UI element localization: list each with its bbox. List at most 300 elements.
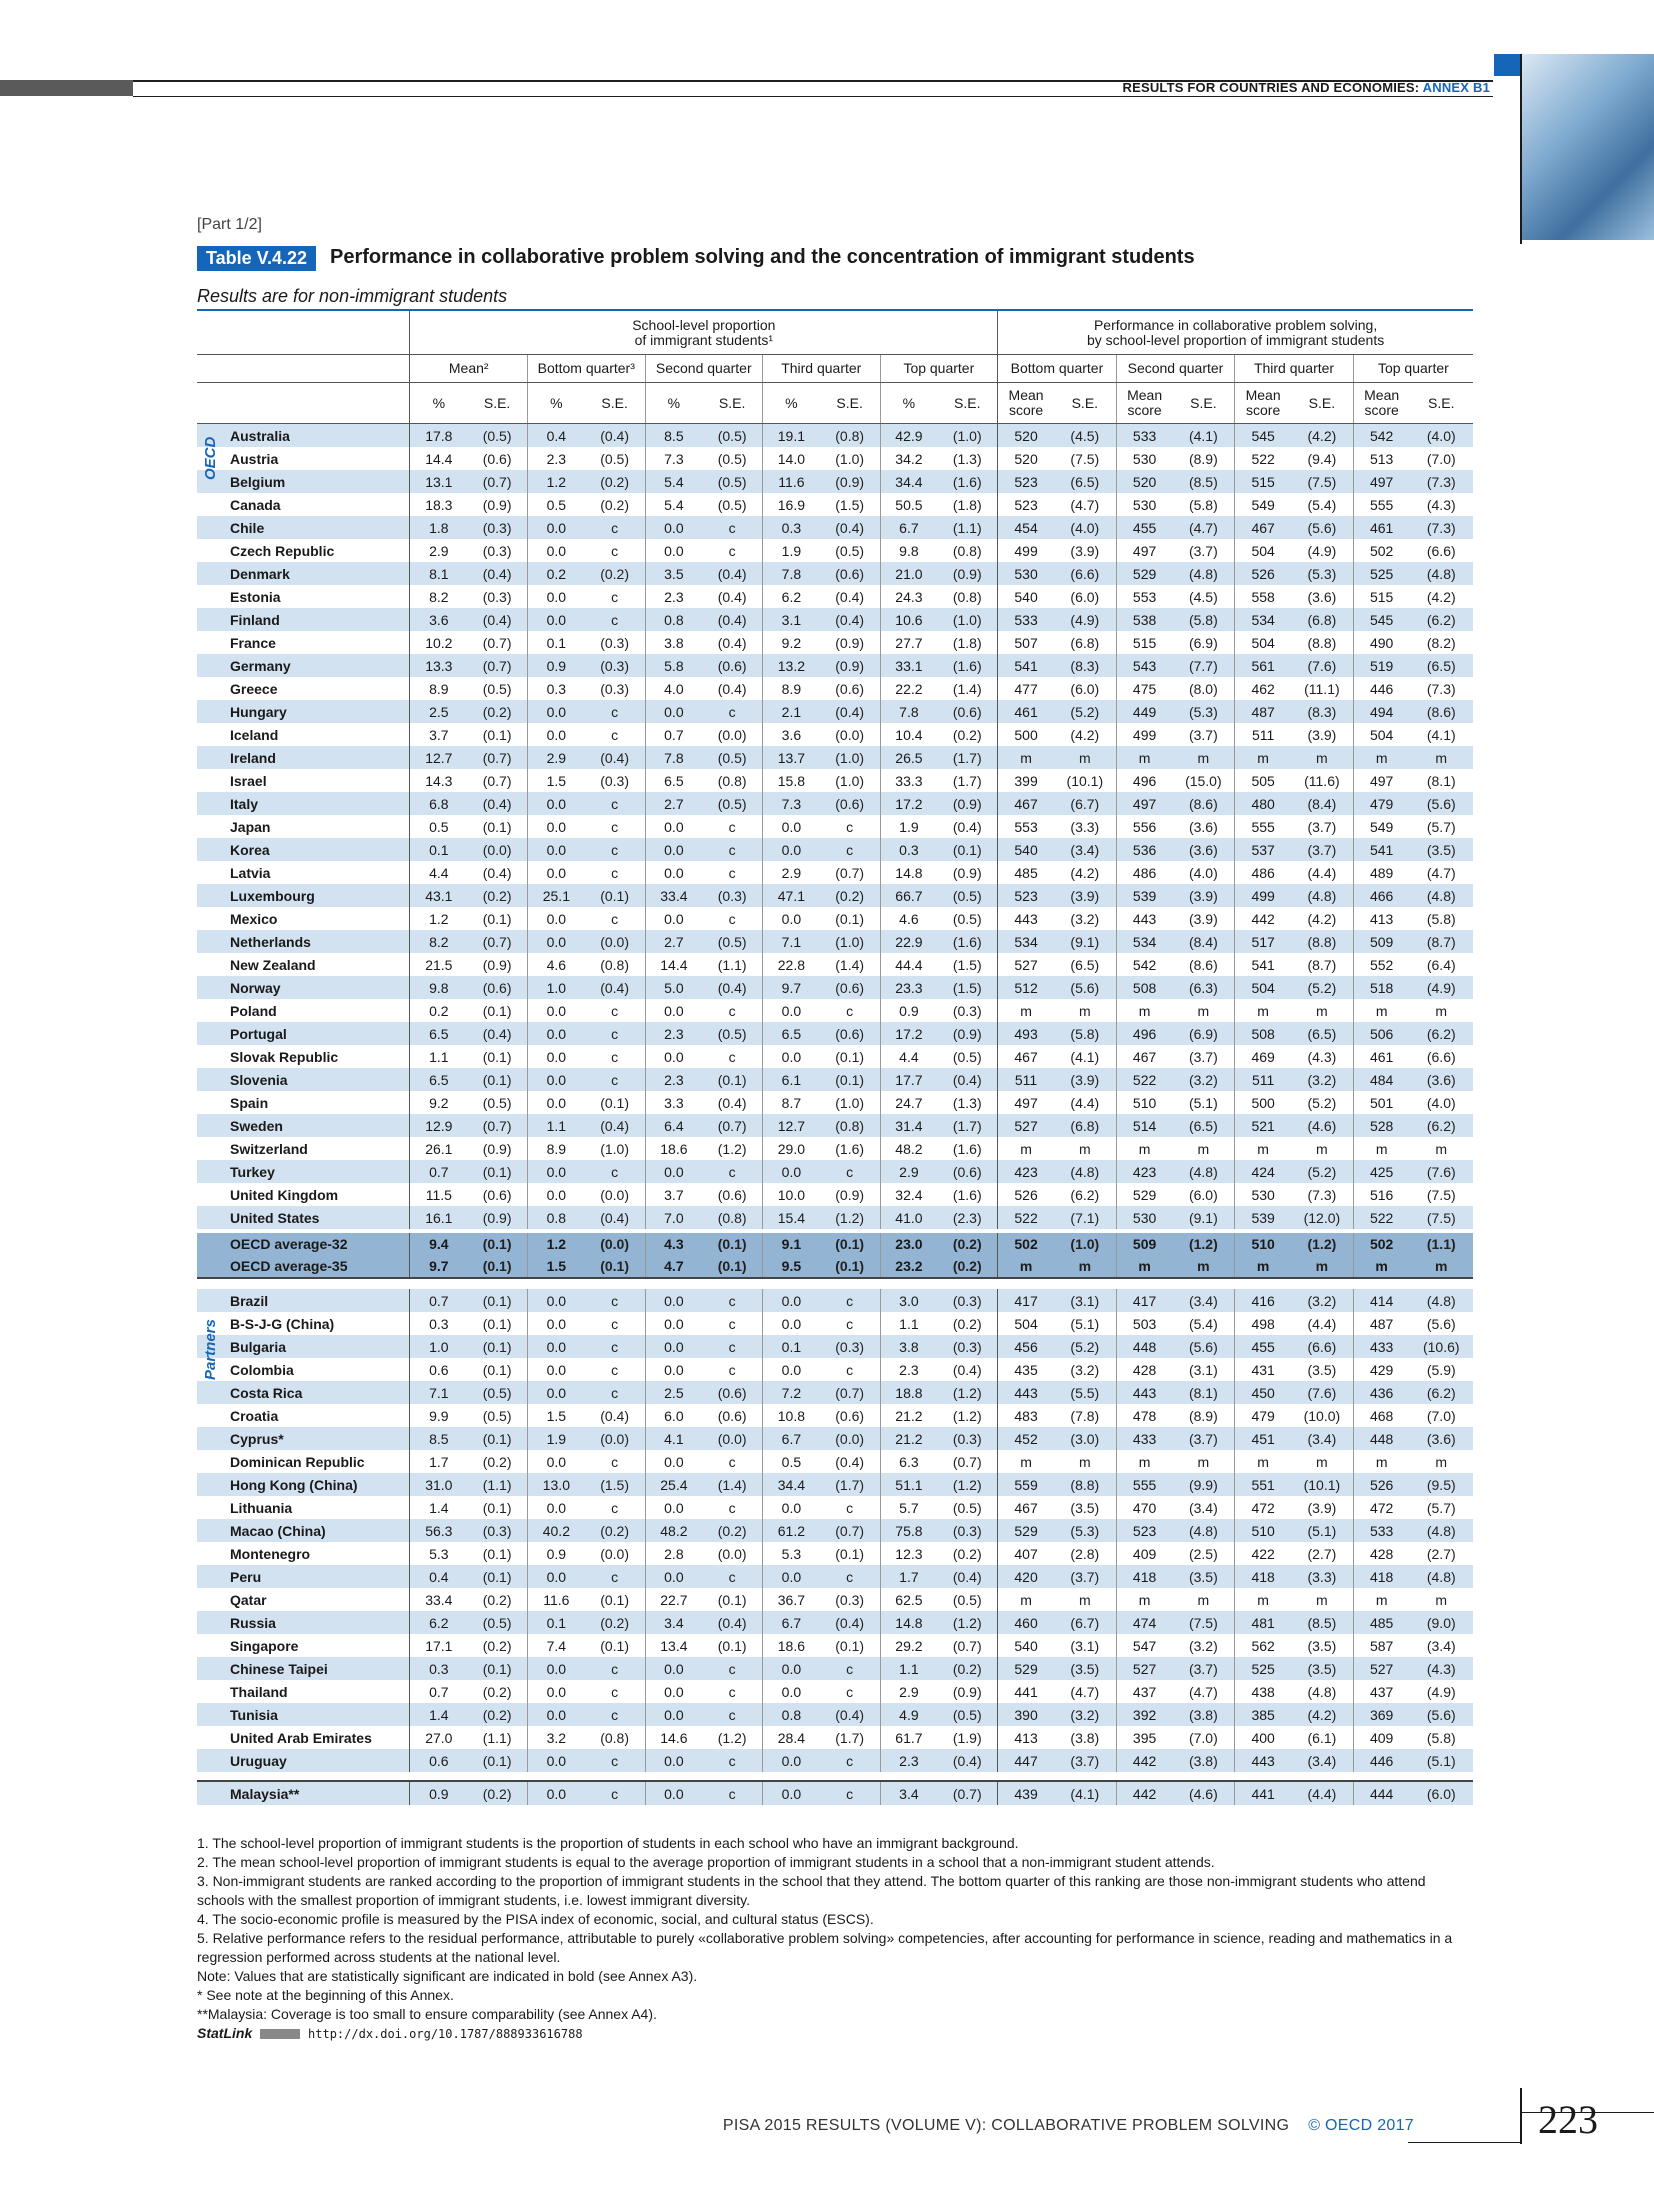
cell-value: 486 xyxy=(1116,861,1172,884)
cell-value: 0.3 xyxy=(410,1657,467,1680)
cell-se: (0.6) xyxy=(820,976,880,999)
cell-se: (9.1) xyxy=(1172,1206,1234,1229)
cell-value: 0.0 xyxy=(763,1160,820,1183)
cell-se: (0.9) xyxy=(937,792,997,815)
cell-se: (4.2) xyxy=(1291,1703,1353,1726)
cell-value: 542 xyxy=(1353,424,1409,448)
cell-value: 461 xyxy=(998,700,1054,723)
col-header-mean-score: Mean score xyxy=(1235,383,1291,424)
cell-value: 0.0 xyxy=(645,1703,702,1726)
cell-se: c xyxy=(702,1565,762,1588)
cell-se: (8.1) xyxy=(1426,772,1456,789)
cell-se: c xyxy=(585,1289,645,1312)
statlink-icon xyxy=(260,2029,300,2039)
cell-se: (7.3) xyxy=(1410,516,1473,539)
cell-se: (8.4) xyxy=(1172,930,1234,953)
cell-se: (0.6) xyxy=(820,792,880,815)
cell-value: 6.7 xyxy=(763,1611,820,1634)
cell-value: 8.1 xyxy=(410,562,467,585)
cell-se: (5.5) xyxy=(1054,1381,1116,1404)
cell-se: (1.1) xyxy=(467,1473,527,1496)
footer-title: PISA 2015 RESULTS (VOLUME V): COLLABORATIVE PROBLEM SOLVING xyxy=(722,2117,1290,2134)
table-row xyxy=(197,1703,1473,1726)
country-name: Thailand xyxy=(230,1683,288,1700)
cell-se: (4.4) xyxy=(1307,864,1337,881)
country-name: Mexico xyxy=(230,910,278,927)
cell-value: 541 xyxy=(1235,953,1291,976)
col-header-mean-score: Mean score xyxy=(1116,383,1172,424)
cell-se: (1.5) xyxy=(585,1473,645,1496)
cell-value: 13.3 xyxy=(410,654,467,677)
group-header-performance xyxy=(998,310,1473,355)
cell-value: 539 xyxy=(1116,884,1172,907)
country-name: Denmark xyxy=(197,562,410,585)
footnote: 2. The mean school-level proportion of immigrant students is equal to the average proportion of immigrant students in a school that a non-immigrant student attends. xyxy=(197,1854,1215,1870)
cell-value: 7.3 xyxy=(763,792,820,815)
cell-value: 0.0 xyxy=(527,1703,584,1726)
cell-value: 443 xyxy=(1116,1381,1172,1404)
cell-value: 27.7 xyxy=(880,631,937,654)
cell-value: 6.5 xyxy=(763,1022,820,1045)
cell-value: 4.0 xyxy=(645,677,702,700)
country-name: Russia xyxy=(197,1611,410,1634)
cell-value: 523 xyxy=(998,470,1054,493)
table-row xyxy=(197,631,1473,654)
cell-value: 433 xyxy=(1116,1427,1172,1450)
country-name: Belgium xyxy=(197,470,410,493)
cell-value: 66.7 xyxy=(880,884,937,907)
cell-value: 0.0 xyxy=(527,700,584,723)
cell-se: c xyxy=(611,1683,619,1700)
cell-se: (8.0) xyxy=(1188,680,1218,697)
cell-se: c xyxy=(585,1381,645,1404)
cell-se: (1.5) xyxy=(835,496,865,513)
cell-value: 3.7 xyxy=(645,1183,702,1206)
cell-se: (1.1) xyxy=(1410,1233,1473,1255)
cell-se: (9.4) xyxy=(1307,450,1337,467)
cell-value: m xyxy=(1116,1450,1172,1473)
cell-value: 400 xyxy=(1235,1726,1291,1749)
cell-value: 25.4 xyxy=(645,1473,702,1496)
cell-se: (3.2) xyxy=(1054,1703,1116,1726)
cell-value: 436 xyxy=(1353,1381,1409,1404)
cell-se: (0.9) xyxy=(820,654,880,677)
cell-se: (0.4) xyxy=(717,680,747,697)
cell-se: (4.2) xyxy=(1307,910,1337,927)
cell-value: 494 xyxy=(1353,700,1409,723)
cell-value: 534 xyxy=(1235,608,1291,631)
average-row xyxy=(197,1255,1473,1278)
cell-value: 6.7 xyxy=(880,516,937,539)
cell-se: (5.2) xyxy=(1291,976,1353,999)
cell-value: 496 xyxy=(1116,769,1172,792)
cell-value: 9.7 xyxy=(410,1255,467,1278)
country-name: Qatar xyxy=(230,1591,267,1608)
cell-se: (5.9) xyxy=(1426,1361,1456,1378)
cell-value: 0.0 xyxy=(763,1358,820,1381)
cell-value: 0.8 xyxy=(645,608,702,631)
cell-value: 5.3 xyxy=(410,1542,467,1565)
cell-se: (1.2) xyxy=(1172,1233,1234,1255)
cell-value: 0.0 xyxy=(645,516,702,539)
table-subtitle: Results are for non-immigrant students xyxy=(197,286,508,306)
cell-se: (1.0) xyxy=(1054,1233,1116,1255)
subheader-perf-second-quarter: Second quarter xyxy=(1116,355,1235,383)
cell-se: (6.2) xyxy=(1410,608,1473,631)
cell-value: 22.2 xyxy=(880,677,937,700)
cell-se: (10.1) xyxy=(1291,1473,1353,1496)
cell-se: (5.1) xyxy=(1070,1315,1100,1332)
cell-se: (0.7) xyxy=(482,634,512,651)
cell-value: 515 xyxy=(1235,470,1291,493)
cell-value: 527 xyxy=(998,1114,1054,1137)
country-name: New Zealand xyxy=(230,956,316,973)
cell-value: 428 xyxy=(1353,1542,1409,1565)
cell-se: (1.0) xyxy=(937,424,997,448)
cell-se: (3.5) xyxy=(1410,838,1473,861)
country-name: United Kingdom xyxy=(230,1186,339,1203)
cell-value: 0.2 xyxy=(410,999,467,1022)
cell-se: (0.4) xyxy=(820,516,880,539)
cell-se: (6.7) xyxy=(1054,792,1116,815)
col-header-se: S.E. xyxy=(820,383,880,424)
cell-value: 3.4 xyxy=(880,1781,937,1805)
table-row xyxy=(197,1726,1473,1749)
page-footer xyxy=(723,2117,1414,2135)
cell-se: c xyxy=(585,700,645,723)
cell-se: (0.5) xyxy=(482,680,512,697)
cell-se: (1.2) xyxy=(937,1473,997,1496)
cell-se: (8.9) xyxy=(1188,1407,1218,1424)
cell-value: 9.2 xyxy=(410,1091,467,1114)
cell-se: c xyxy=(728,1002,736,1019)
cell-value: 409 xyxy=(1116,1542,1172,1565)
table-row xyxy=(197,539,1473,562)
cell-se: (0.7) xyxy=(467,1114,527,1137)
cell-se: (5.6) xyxy=(1054,976,1116,999)
cell-value: 4.4 xyxy=(410,861,467,884)
cell-se: c xyxy=(611,818,619,835)
cell-se: (4.9) xyxy=(1307,542,1337,559)
col-header-se: S.E. xyxy=(1172,383,1234,424)
cell-se: (7.3) xyxy=(1307,1186,1337,1203)
cell-se: (1.8) xyxy=(952,634,982,651)
table-body xyxy=(197,424,1473,1806)
cell-value: m xyxy=(1353,746,1409,769)
cell-value: 529 xyxy=(998,1657,1054,1680)
cell-value: 489 xyxy=(1353,861,1409,884)
cell-value: 0.0 xyxy=(527,907,584,930)
cell-value: 1.9 xyxy=(763,539,820,562)
cell-se: c xyxy=(702,838,762,861)
cell-se: (11.1) xyxy=(1304,680,1340,697)
cell-se: (4.5) xyxy=(1188,588,1218,605)
cell-value: 424 xyxy=(1235,1160,1291,1183)
cell-se: (3.7) xyxy=(1188,726,1218,743)
cell-value: 0.0 xyxy=(763,1496,820,1519)
country-name: Tunisia xyxy=(197,1703,410,1726)
cell-se: (9.9) xyxy=(1172,1473,1234,1496)
cell-value: 447 xyxy=(998,1749,1054,1772)
cell-value: 443 xyxy=(1235,1749,1291,1772)
cell-value: 385 xyxy=(1235,1703,1291,1726)
footer-rule xyxy=(1408,2142,1522,2143)
col-header-se: S.E. xyxy=(467,383,527,424)
cell-se: (1.7) xyxy=(952,772,982,789)
cell-se: (6.0) xyxy=(1410,1781,1473,1805)
cell-value: 0.0 xyxy=(527,1381,584,1404)
cell-se: (3.6) xyxy=(1172,838,1234,861)
cell-value: 0.7 xyxy=(410,1289,467,1312)
cell-value: 14.4 xyxy=(410,447,467,470)
cell-se: (0.0) xyxy=(600,1186,630,1203)
cell-se: (0.4) xyxy=(702,562,762,585)
cell-se: (0.0) xyxy=(585,930,645,953)
cell-value: 17.2 xyxy=(880,792,937,815)
cell-value: 0.2 xyxy=(527,562,584,585)
cell-se: (6.7) xyxy=(1054,1611,1116,1634)
country-name: Japan xyxy=(230,818,271,835)
cell-value: 24.3 xyxy=(880,585,937,608)
cell-se: (4.3) xyxy=(1426,496,1456,513)
cell-se: (3.7) xyxy=(1054,1565,1116,1588)
cell-se: (0.8) xyxy=(702,1206,762,1229)
cell-value: m xyxy=(1116,746,1172,769)
data-table-container xyxy=(197,309,1473,1805)
cell-value: 454 xyxy=(998,516,1054,539)
cell-value: 533 xyxy=(1353,1519,1409,1542)
cell-se: (3.8) xyxy=(1172,1703,1234,1726)
cell-value: 522 xyxy=(998,1206,1054,1229)
cell-value: m xyxy=(1353,1450,1409,1473)
cell-se: (0.5) xyxy=(702,424,762,448)
cell-se: (3.7) xyxy=(1172,1657,1234,1680)
cell-value: 515 xyxy=(1353,585,1409,608)
cell-value: 9.8 xyxy=(880,539,937,562)
cell-value: 522 xyxy=(1116,1068,1172,1091)
cell-se: (0.6) xyxy=(702,1381,762,1404)
country-name: OECD average-35 xyxy=(197,1255,410,1278)
cell-value: 51.1 xyxy=(880,1473,937,1496)
cell-value: 497 xyxy=(1353,470,1409,493)
cell-se: (0.2) xyxy=(467,1781,527,1805)
cell-value: 14.3 xyxy=(410,769,467,792)
cell-value: 0.0 xyxy=(645,1749,702,1772)
cell-value: 6.7 xyxy=(763,1427,820,1450)
cell-se: (0.1) xyxy=(482,1545,512,1562)
cell-se: (3.5) xyxy=(1070,1499,1100,1516)
cell-value: 0.9 xyxy=(527,654,584,677)
table-row xyxy=(197,562,1473,585)
cell-se: (5.6) xyxy=(1410,792,1473,815)
cell-value: 0.0 xyxy=(527,1680,584,1703)
header-accent-block xyxy=(1494,54,1522,76)
col-header-se: S.E. xyxy=(1054,383,1116,424)
country-name: Sweden xyxy=(197,1114,410,1137)
cell-value: 56.3 xyxy=(410,1519,467,1542)
cell-value: 487 xyxy=(1235,700,1291,723)
cell-se: (0.4) xyxy=(467,1022,527,1045)
cell-se: (1.2) xyxy=(937,1611,997,1634)
cell-value: 416 xyxy=(1235,1289,1291,1312)
cell-se: (1.0) xyxy=(600,1140,630,1157)
cell-value: 16.9 xyxy=(763,493,820,516)
cell-se: (1.0) xyxy=(820,746,880,769)
cell-value: 0.0 xyxy=(527,1289,584,1312)
cell-se: (0.2) xyxy=(482,1683,512,1700)
cell-se: (0.5) xyxy=(937,1703,997,1726)
cell-se: (0.5) xyxy=(467,1381,527,1404)
cell-value: 407 xyxy=(998,1542,1054,1565)
cell-value: 11.5 xyxy=(410,1183,467,1206)
cell-value: 418 xyxy=(1353,1565,1409,1588)
cell-value: 7.1 xyxy=(410,1381,467,1404)
col-header-se: S.E. xyxy=(585,383,645,424)
cell-se: (1.0) xyxy=(835,1094,865,1111)
cell-se: (0.3) xyxy=(937,1335,997,1358)
country-name: Korea xyxy=(197,838,410,861)
cell-value: 530 xyxy=(1116,447,1172,470)
cell-se: (6.1) xyxy=(1307,1729,1337,1746)
cell-se: (4.1) xyxy=(1054,1781,1116,1805)
cell-se: (6.0) xyxy=(1070,680,1100,697)
partners-group-label: Partners xyxy=(202,1319,219,1380)
cell-value: 0.3 xyxy=(880,838,937,861)
cell-value: 4.6 xyxy=(880,907,937,930)
cell-se: m xyxy=(1054,1255,1116,1278)
cell-value: 2.5 xyxy=(645,1381,702,1404)
country-name: Estonia xyxy=(230,588,281,605)
cell-value: m xyxy=(998,1137,1054,1160)
cell-se: m xyxy=(1197,1002,1210,1019)
cell-value: 9.4 xyxy=(410,1233,467,1255)
cell-se: (0.2) xyxy=(937,1657,997,1680)
cell-se: (4.8) xyxy=(1410,1519,1473,1542)
cell-se: (3.1) xyxy=(1070,1637,1100,1654)
statlink-url[interactable]: http://dx.doi.org/10.1787/888933616788 xyxy=(308,2027,583,2041)
cell-se: (3.7) xyxy=(1307,818,1337,835)
country-name: Poland xyxy=(230,1002,277,1019)
table-row xyxy=(197,1496,1473,1519)
cell-se: (0.1) xyxy=(937,838,997,861)
table-row xyxy=(197,516,1473,539)
cell-se: (1.3) xyxy=(952,450,982,467)
cell-se: (1.0) xyxy=(937,608,997,631)
cell-value: 490 xyxy=(1353,631,1409,654)
country-name: Germany xyxy=(197,654,410,677)
cell-value: 5.3 xyxy=(763,1542,820,1565)
cell-se: (0.4) xyxy=(937,1565,997,1588)
cell-se: (4.6) xyxy=(1172,1781,1234,1805)
cell-se: (0.4) xyxy=(702,976,762,999)
cell-value: 34.4 xyxy=(880,470,937,493)
cell-se: (0.1) xyxy=(467,1657,527,1680)
cell-se: (0.9) xyxy=(835,1186,865,1203)
cell-value: 40.2 xyxy=(527,1519,584,1542)
cell-value: 9.5 xyxy=(763,1255,820,1278)
country-name: Netherlands xyxy=(197,930,410,953)
country-name: Switzerland xyxy=(230,1140,308,1157)
cell-se: (0.2) xyxy=(482,1637,512,1654)
cell-value: 545 xyxy=(1235,424,1291,448)
cell-value: m xyxy=(998,1588,1054,1611)
cell-se: (1.9) xyxy=(952,1729,982,1746)
cell-value: 499 xyxy=(1235,884,1291,907)
cell-se: (1.7) xyxy=(835,1729,865,1746)
cell-se: (4.1) xyxy=(1070,1048,1100,1065)
cell-value: 2.9 xyxy=(880,1680,937,1703)
cell-se: (4.8) xyxy=(1172,1160,1234,1183)
cell-value: 7.8 xyxy=(763,562,820,585)
cell-se: (5.3) xyxy=(1291,562,1353,585)
cell-se: (0.6) xyxy=(937,1160,997,1183)
cell-value: 540 xyxy=(998,585,1054,608)
cell-se: (0.5) xyxy=(702,930,762,953)
table-row xyxy=(197,1657,1473,1680)
cell-se: (3.9) xyxy=(1307,726,1337,743)
cell-se: (3.2) xyxy=(1291,1068,1353,1091)
cell-value: 9.1 xyxy=(763,1233,820,1255)
cell-value: 5.7 xyxy=(880,1496,937,1519)
table-row xyxy=(197,1358,1473,1381)
cell-se: (5.6) xyxy=(1291,516,1353,539)
table-row xyxy=(197,999,1473,1022)
cell-value: 0.0 xyxy=(645,861,702,884)
cell-se: (5.4) xyxy=(1307,496,1337,513)
table-row xyxy=(197,470,1473,493)
cell-value: 2.3 xyxy=(880,1358,937,1381)
cell-value: 12.7 xyxy=(763,1114,820,1137)
cell-se: (5.3) xyxy=(1172,700,1234,723)
cell-value: m xyxy=(1235,999,1291,1022)
cell-value: 467 xyxy=(998,1045,1054,1068)
country-name: Portugal xyxy=(197,1022,410,1045)
group-header-proportion xyxy=(410,310,998,355)
cell-value: 61.2 xyxy=(763,1519,820,1542)
cell-se: (0.1) xyxy=(467,1427,527,1450)
table-row xyxy=(197,1565,1473,1588)
cell-se: (15.0) xyxy=(1185,772,1222,789)
cell-value: 502 xyxy=(998,1233,1054,1255)
cell-value: 518 xyxy=(1353,976,1409,999)
cell-value: 0.9 xyxy=(880,999,937,1022)
subheader-third-quarter: Third quarter xyxy=(763,355,881,383)
cell-se: (0.1) xyxy=(702,1068,762,1091)
cell-se: (4.2) xyxy=(1070,726,1100,743)
cell-value: 0.0 xyxy=(645,1680,702,1703)
cell-se: (1.5) xyxy=(937,976,997,999)
cell-se: (6.0) xyxy=(1188,1186,1218,1203)
cell-se: (1.2) xyxy=(717,1140,747,1157)
cell-value: m xyxy=(1353,1137,1409,1160)
cell-se: c xyxy=(702,1335,762,1358)
cell-value: 1.2 xyxy=(527,1233,584,1255)
cell-value: 526 xyxy=(1353,1473,1409,1496)
cell-se: (5.2) xyxy=(1054,1335,1116,1358)
cell-se: (0.5) xyxy=(835,542,865,559)
cell-se: c xyxy=(611,1361,619,1378)
cell-se: (7.1) xyxy=(1054,1206,1116,1229)
cell-value: 510 xyxy=(1116,1091,1172,1114)
cell-value: 15.8 xyxy=(763,769,820,792)
cell-se: (0.5) xyxy=(937,884,997,907)
col-header-percent: % xyxy=(645,383,702,424)
cell-se: (3.9) xyxy=(1172,884,1234,907)
cell-value: 7.2 xyxy=(763,1381,820,1404)
cell-se: (0.3) xyxy=(467,1519,527,1542)
cell-se: (0.5) xyxy=(952,1591,982,1608)
cell-se: (2.5) xyxy=(1188,1545,1218,1562)
